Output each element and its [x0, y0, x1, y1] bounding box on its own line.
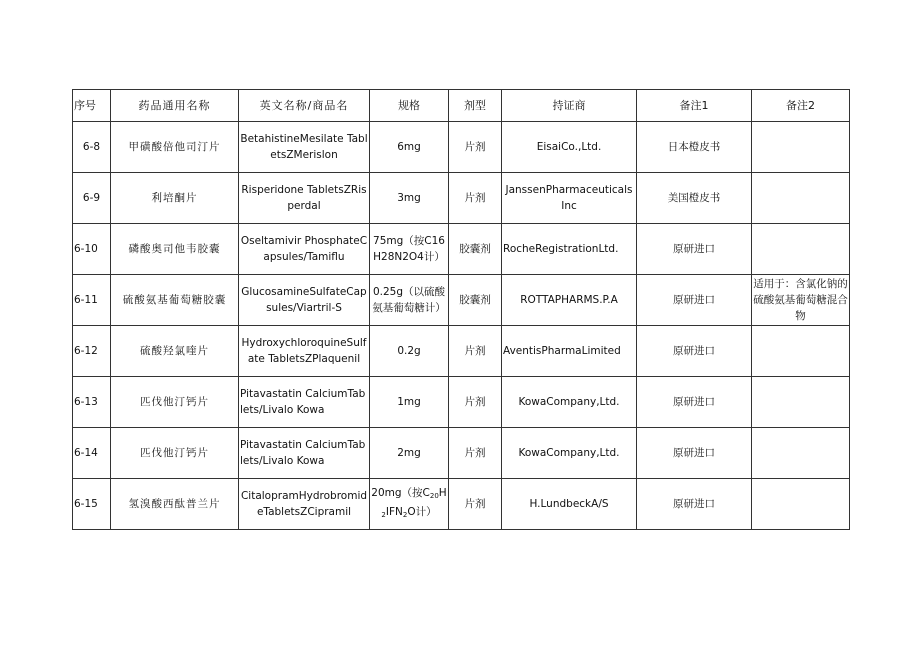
- row-form: 片剂: [449, 326, 502, 377]
- row-note2: [752, 428, 850, 479]
- row-holder: H.LundbeckA/S: [502, 479, 637, 530]
- header-name: 药品通用名称: [111, 90, 239, 122]
- row-note1: 原研进口: [637, 377, 752, 428]
- row-id: 6-8: [73, 122, 111, 173]
- row-id: 6-12: [73, 326, 111, 377]
- row-note1: 原研进口: [637, 224, 752, 275]
- row-spec: 1mg: [370, 377, 449, 428]
- row-form: 片剂: [449, 122, 502, 173]
- row-note1: 原研进口: [637, 326, 752, 377]
- row-name: 硫酸羟氯喹片: [111, 326, 239, 377]
- table-row: [73, 479, 850, 530]
- row-note2: [752, 479, 850, 530]
- row-note1: 原研进口: [637, 275, 752, 326]
- row-name: 匹伐他汀钙片: [111, 377, 239, 428]
- header-holder: 持证商: [502, 90, 637, 122]
- row-spec: 3mg: [370, 173, 449, 224]
- table-row: [73, 377, 850, 428]
- row-english: GlucosamineSulfateCapsules/Viartril-S: [239, 275, 370, 326]
- row-english: Pitavastatin CalciumTablets/Livalo Kowa: [239, 377, 370, 428]
- table-row: [73, 224, 850, 275]
- row-english: Risperidone TabletsZRisperdal: [239, 173, 370, 224]
- row-name: 甲磺酸倍他司汀片: [111, 122, 239, 173]
- row-name: 匹伐他汀钙片: [111, 428, 239, 479]
- row-english: Pitavastatin CalciumTablets/Livalo Kowa: [239, 428, 370, 479]
- header-spec: 规格: [370, 90, 449, 122]
- row-spec: 75mg（按C16H28N2O4计）: [370, 224, 449, 275]
- header-note1: 备注1: [637, 90, 752, 122]
- row-note1: 原研进口: [637, 479, 752, 530]
- header-row: [73, 90, 850, 122]
- row-id: 6-14: [73, 428, 111, 479]
- table-row: [73, 428, 850, 479]
- table-row: [73, 275, 850, 326]
- row-holder: KowaCompany,Ltd.: [502, 377, 637, 428]
- table-row: [73, 326, 850, 377]
- row-english: BetahistineMesilate TabletsZMerislon: [239, 122, 370, 173]
- row-holder: ROTTAPHARMS.P.A: [502, 275, 637, 326]
- row-note2: [752, 173, 850, 224]
- row-english: CitalopramHydrobromideTabletsZCipramil: [239, 479, 370, 530]
- row-spec: 0.2g: [370, 326, 449, 377]
- row-name: 磷酸奥司他韦胶囊: [111, 224, 239, 275]
- row-holder: EisaiCo.,Ltd.: [502, 122, 637, 173]
- drug-table: [72, 89, 850, 530]
- row-form: 胶囊剂: [449, 224, 502, 275]
- row-note2: [752, 326, 850, 377]
- table-row: [73, 173, 850, 224]
- row-note2: [752, 122, 850, 173]
- row-note2: 适用于：含氯化钠的硫酸氨基葡萄糖混合物: [752, 275, 850, 326]
- row-note1: 美国橙皮书: [637, 173, 752, 224]
- row-spec: 6mg: [370, 122, 449, 173]
- row-name: 氢溴酸西酞普兰片: [111, 479, 239, 530]
- row-name: 硫酸氨基葡萄糖胶囊: [111, 275, 239, 326]
- row-spec: 0.25g（以硫酸氨基葡萄糖计）: [370, 275, 449, 326]
- row-form: 胶囊剂: [449, 275, 502, 326]
- row-form: 片剂: [449, 479, 502, 530]
- row-form: 片剂: [449, 173, 502, 224]
- row-id: 6-13: [73, 377, 111, 428]
- row-holder: KowaCompany,Ltd.: [502, 428, 637, 479]
- row-name: 利培酮片: [111, 173, 239, 224]
- row-id: 6-10: [73, 224, 111, 275]
- row-note1: 日本橙皮书: [637, 122, 752, 173]
- row-id: 6-15: [73, 479, 111, 530]
- row-note1: 原研进口: [637, 428, 752, 479]
- header-id: 序号: [73, 90, 111, 122]
- row-holder: JanssenPharmaceuticals Inc: [502, 173, 637, 224]
- header-note2: 备注2: [752, 90, 850, 122]
- row-holder: RocheRegistrationLtd.: [502, 224, 637, 275]
- row-form: 片剂: [449, 377, 502, 428]
- header-form: 剂型: [449, 90, 502, 122]
- header-english: 英文名称/商品名: [239, 90, 370, 122]
- row-spec: 2mg: [370, 428, 449, 479]
- row-spec: 20mg（按$C_{20}H_2IFN_2O$计）: [370, 479, 449, 530]
- row-id: 6-11: [73, 275, 111, 326]
- row-note2: [752, 224, 850, 275]
- row-holder: AventisPharmaLimited: [502, 326, 637, 377]
- row-id: 6-9: [73, 173, 111, 224]
- table-row: [73, 122, 850, 173]
- row-english: Oseltamivir PhosphateCapsules/Tamiflu: [239, 224, 370, 275]
- row-form: 片剂: [449, 428, 502, 479]
- row-note2: [752, 377, 850, 428]
- row-english: HydroxychloroquineSulfate TabletsZPlaquenil: [239, 326, 370, 377]
